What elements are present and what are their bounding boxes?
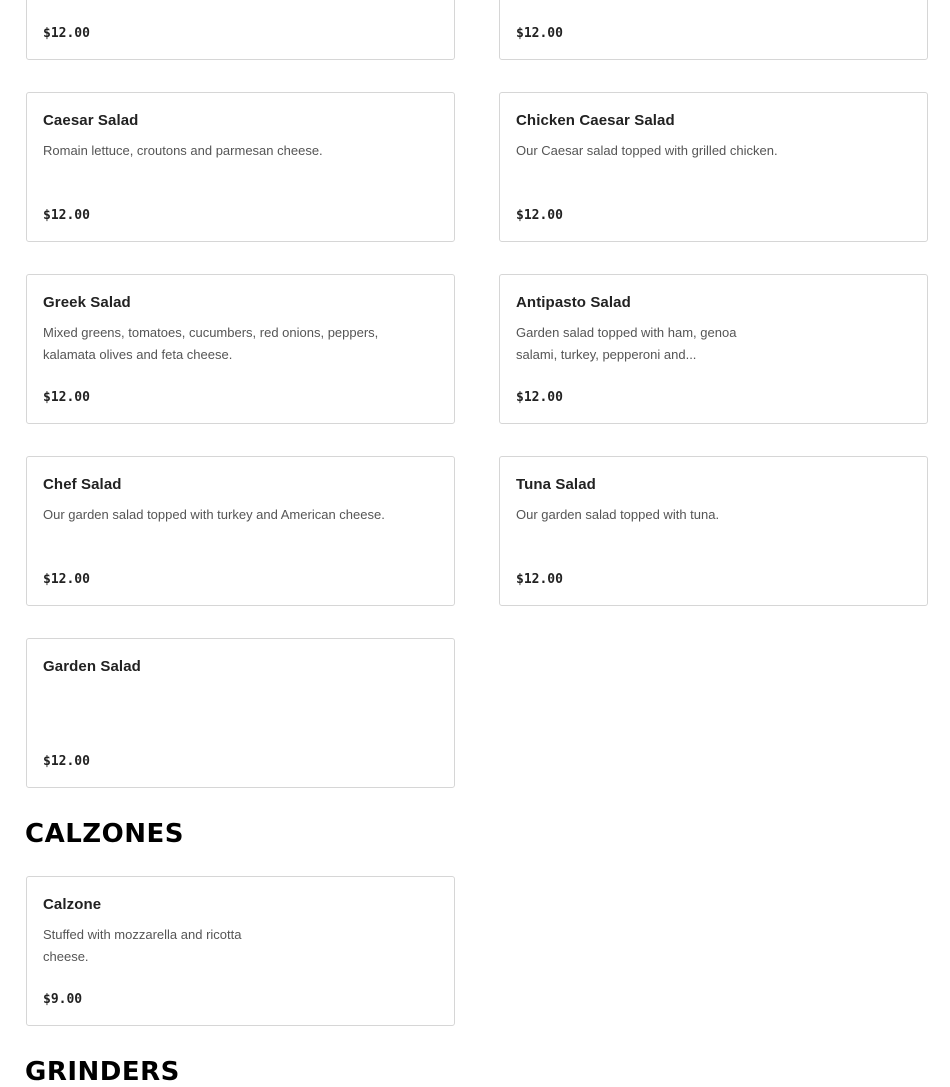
item-name: Caesar Salad xyxy=(43,112,139,129)
item-price: $12.00 xyxy=(43,390,90,405)
item-description: Our Caesar salad topped with grilled chicken. xyxy=(516,143,778,158)
menu-item-card-greek-salad[interactable] xyxy=(26,274,455,424)
item-name: Chicken Caesar Salad xyxy=(516,112,675,129)
item-description: Mixed greens, tomatoes, cucumbers, red onions, peppers, kalamata olives and feta cheese. xyxy=(43,325,379,362)
item-price: $12.00 xyxy=(43,26,90,41)
section-title-grinders: GRINDERS xyxy=(25,1057,180,1087)
item-price: $12.00 xyxy=(516,572,563,587)
item-price: $12.00 xyxy=(43,754,90,769)
menu-item-card-caesar-salad[interactable] xyxy=(26,92,455,242)
item-price: $12.00 xyxy=(43,572,90,587)
item-description: Romain lettuce, croutons and parmesan cheese. xyxy=(43,143,323,158)
item-description: Our garden salad topped with turkey and American cheese. xyxy=(43,507,385,522)
item-price: $12.00 xyxy=(43,208,90,223)
item-price: $12.00 xyxy=(516,208,563,223)
menu-item-card[interactable] xyxy=(499,0,928,60)
item-name: Calzone xyxy=(43,896,102,913)
item-price: $9.00 xyxy=(43,992,83,1007)
item-name: Antipasto Salad xyxy=(516,294,631,311)
item-description: Stuffed with mozzarella and ricotta cheese. xyxy=(43,927,242,964)
item-description: Our garden salad topped with tuna. xyxy=(516,507,720,522)
item-name: Garden Salad xyxy=(43,658,141,675)
item-description: Garden salad topped with ham, genoa salami, turkey, pepperoni and... xyxy=(516,325,737,362)
menu-item-card-chef-salad[interactable] xyxy=(26,456,455,606)
menu-item-card-tuna-salad[interactable] xyxy=(499,456,928,606)
section-title-calzones: CALZONES xyxy=(25,819,184,849)
menu-item-card-calzone[interactable] xyxy=(26,876,455,1026)
item-name: Tuna Salad xyxy=(516,476,596,493)
item-price: $12.00 xyxy=(516,390,563,405)
menu-item-card-antipasto-salad[interactable] xyxy=(499,274,928,424)
menu-item-card-garden-salad[interactable] xyxy=(26,638,455,788)
item-name: Greek Salad xyxy=(43,294,131,311)
menu-item-card[interactable] xyxy=(26,0,455,60)
item-name: Chef Salad xyxy=(43,476,122,493)
menu-item-card-chicken-caesar-salad[interactable] xyxy=(499,92,928,242)
item-price: $12.00 xyxy=(516,26,563,41)
